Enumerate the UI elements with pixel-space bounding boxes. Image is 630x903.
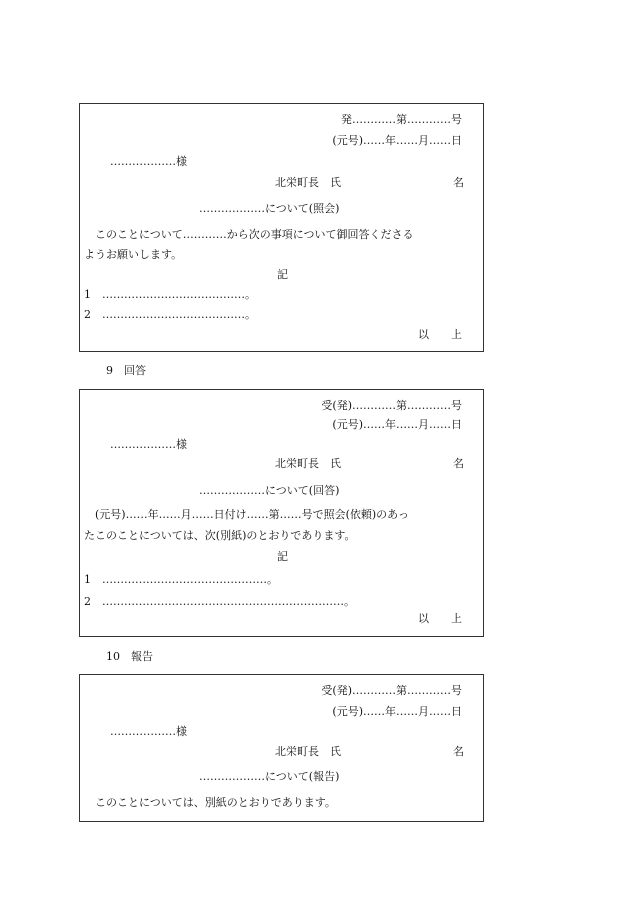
sender-title: 北栄町長 氏 — [275, 457, 341, 470]
list-item: 2 …………………………………。 — [84, 308, 256, 321]
ki-label: 記 — [277, 550, 288, 563]
body-text-line-2: たこのことについては、次(別紙)のとおりであります。 — [84, 529, 356, 542]
subject-line: ………………について(照会) — [199, 202, 340, 215]
issuer-number-line: 受(発)…………第…………号 — [321, 684, 462, 697]
date-line: (元号)……年……月……日 — [332, 134, 462, 147]
body-text-line-1: (元号)……年……月……日付け……第……号で照会(依頼)のあっ — [84, 508, 410, 521]
body-text-line-1: このことについては、別紙のとおりであります。 — [84, 796, 336, 809]
body-text-line-2: ようお願いします。 — [84, 248, 183, 261]
date-line: (元号)……年……月……日 — [332, 418, 462, 431]
list-item: 1 ………………………………………。 — [84, 573, 278, 586]
ki-label: 記 — [277, 268, 288, 281]
addressee: ………………様 — [110, 155, 187, 168]
inquiry-form-box — [79, 103, 484, 352]
sender-title: 北栄町長 氏 — [275, 176, 341, 189]
reply-form-box — [79, 389, 484, 637]
addressee: ………………様 — [110, 438, 187, 451]
closing-ijou: 以 上 — [418, 328, 462, 341]
issuer-number-line: 発…………第…………号 — [341, 113, 462, 126]
list-item: 1 …………………………………。 — [84, 288, 256, 301]
subject-line: ………………について(回答) — [199, 484, 340, 497]
list-item: 2 …………………………………………………………。 — [84, 595, 355, 608]
body-text-line-1: このことについて…………から次の事項について御回答くださる — [84, 228, 414, 241]
sender-title: 北栄町長 氏 — [275, 745, 341, 758]
sender-name-suffix: 名 — [453, 745, 464, 758]
issuer-number-line: 受(発)…………第…………号 — [321, 399, 462, 412]
section-heading-report: 10 報告 — [106, 650, 153, 663]
report-form-box — [79, 674, 484, 822]
sender-name-suffix: 名 — [453, 176, 464, 189]
subject-line: ………………について(報告) — [199, 770, 340, 783]
closing-ijou: 以 上 — [418, 612, 462, 625]
sender-name-suffix: 名 — [453, 457, 464, 470]
addressee: ………………様 — [110, 725, 187, 738]
section-heading-reply: 9 回答 — [106, 364, 146, 377]
date-line: (元号)……年……月……日 — [332, 705, 462, 718]
